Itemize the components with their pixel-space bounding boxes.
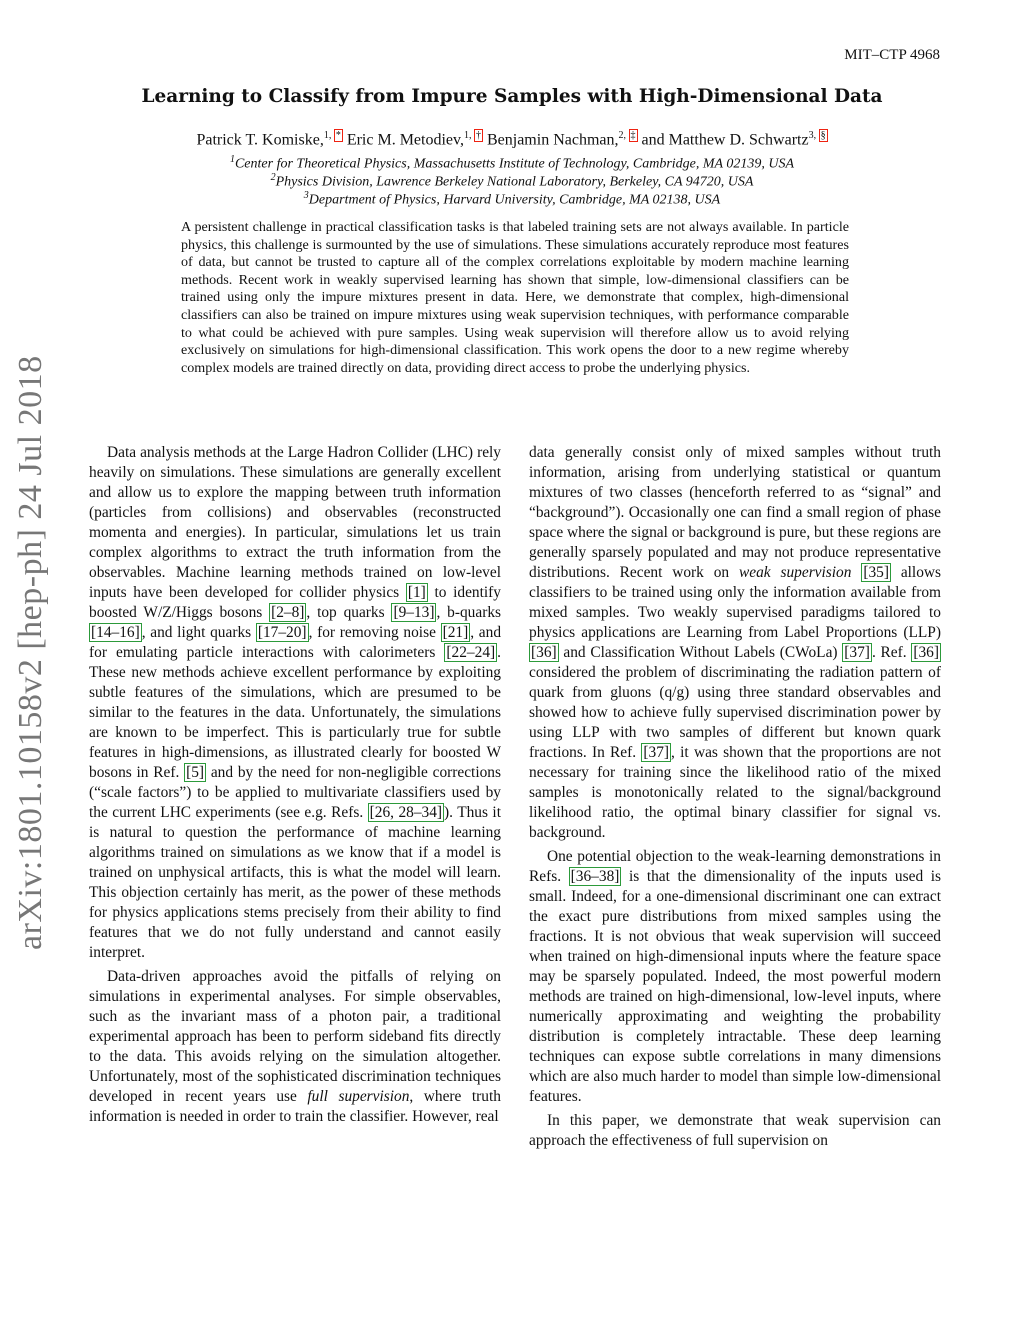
paragraph: [89, 967, 501, 1127]
arxiv-identifier: arXiv:1801.10158v2 [hep-ph] 24 Jul 2018: [12, 355, 49, 950]
affiliation-text: Physics Division, Lawrence Berkeley National Laboratory, Berkeley, CA 94720, USA: [275, 174, 754, 190]
citation-link[interactable]: [36]: [531, 644, 557, 661]
footnote-link[interactable]: §: [820, 130, 826, 141]
citation-link[interactable]: [1]: [407, 584, 426, 601]
paragraph: [89, 443, 501, 963]
citation-link[interactable]: [26, 28–34]: [369, 804, 443, 821]
affiliation-text: Center for Theoretical Physics, Massachusetts Institute of Technology, Cambridge, MA 02139, USA: [234, 156, 795, 172]
citation-link[interactable]: [21]: [442, 624, 469, 641]
citation-link[interactable]: [22–24]: [446, 644, 496, 661]
emphasis: full supervision: [307, 1088, 410, 1105]
author-list: [0, 130, 1024, 149]
author-affiliation-marker: 3,: [808, 130, 819, 141]
text-run: and by the need for non-negligible corrections (“scale factors”) to be applied to multivariate classifiers used by the current LHC experiments (see e.g. Refs.: [89, 764, 501, 821]
citation-link[interactable]: [35]: [863, 564, 889, 581]
author-name: and Matthew D. Schwartz: [641, 131, 809, 149]
author-affiliation-marker: 1,: [323, 130, 334, 141]
text-run: One potential objection to the weak-learning demonstrations in Refs.: [529, 848, 941, 885]
affiliation-number: 3: [303, 190, 309, 201]
text-run: considered the problem of discriminating the radiation pattern of quark from gluons (q/g) using three standard observables and showed how to achieve fully supervised discrimination power by using LLP with two samples of different but known quark fractions. In Ref.: [529, 664, 941, 761]
text-run: , and for emulating particle interactions with calorimeters: [89, 624, 502, 661]
emphasis: weak supervision: [739, 564, 852, 581]
affiliation-text: Department of Physics, Harvard University, Cambridge, MA 02138, USA: [308, 192, 721, 208]
text-run: , top quarks: [306, 604, 392, 621]
text-run: , where truth information is needed in order to train the classifier. However, real: [89, 1088, 501, 1125]
text-run: is that the dimensionality of the inputs used is small. Indeed, for a one-dimensional discriminant one can extract the exact pure distributions from mixed samples using the fractions. It is not obvious that weak supervision will succeed when trained on high-dimensional inputs where the feature space may be sparsely populated. Indeed, the most powerful modern methods are trained on high-dimensional, low-level inputs, where numerically approximating and weighting the probability distribution is completely intractable. These deep learning techniques can expose subtle correlations in many dimensions which are also much harder to model than simple low-dimensional features.: [529, 868, 941, 1105]
text-run: Data-driven approaches avoid the pitfalls of relying on simulations in experimental analyses. For simple observables, such as the invariant mass of a photon pair, a traditional experimental approach has been to perform sideband fits directly to the data. This avoids relying on the simulation altogether. Unfortunately, most of the sophisticated discrimination techniques developed in recent years use: [89, 968, 501, 1105]
citation-link[interactable]: [14–16]: [91, 624, 140, 641]
text-run: to identify boosted W/Z/Higgs bosons: [89, 584, 501, 621]
text-run: , and light quarks: [141, 624, 256, 641]
citation-link[interactable]: [5]: [186, 764, 205, 781]
author-name: Patrick T. Komiske,: [196, 131, 324, 149]
citation-link[interactable]: [37]: [643, 744, 670, 761]
affiliation-number: 2: [270, 172, 276, 183]
text-run: . These new methods achieve excellent performance by exploiting subtle features of the simulations, which are presumed to be similar to the features in the data. Unfortunately, the simulations are known to be imperfect. This is particularly true for subtle features in high-dimensions, as illustrated clearly for boosted W bosons in Ref.: [89, 644, 501, 781]
footnote-link[interactable]: ‡: [630, 130, 636, 141]
text-run: , b-quarks: [436, 604, 502, 621]
paragraph: [529, 847, 941, 1107]
text-run: Data analysis methods at the Large Hadron Collider (LHC) rely heavily on simulations. These simulations are generally excellent and allow us to explore the mapping between truth information (particles from collisions) and observables (reconstructed momenta and energies). In particular, simulations let us train complex algorithms to extract the truth information from the observables. Machine learning methods trained on low-level inputs have been developed for collider physics: [89, 444, 501, 601]
text-run: allows classifiers to be trained using only the information available from mixed samples. Two weakly supervised paradigms tailored to physics applications are Learning from Label Proportions (LLP): [529, 564, 942, 641]
left-column: [89, 443, 501, 1127]
affiliation-number: 1: [229, 154, 235, 165]
paragraph: In this paper, we demonstrate that weak supervision can approach the effectiveness of full supervision on: [529, 1112, 941, 1149]
paper-title: Learning to Classify from Impure Samples with High-Dimensional Data: [141, 86, 883, 107]
author-affiliation-marker: 1,: [463, 130, 474, 141]
paragraph: [529, 443, 941, 843]
citation-link[interactable]: [2–8]: [271, 604, 305, 621]
citation-link[interactable]: [37]: [844, 644, 870, 661]
citation-link[interactable]: [36–38]: [570, 868, 620, 885]
footnote-link[interactable]: †: [475, 130, 481, 141]
text-run: data generally consist only of mixed samples without truth information, arising from underlying statistical or quantum mixtures of two classes (henceforth referred to as “signal” and “background”). Occasionally one can find a small region of phase space where the signal or background is pure, but these regions are generally sparsely populated and may not produce representative distributions. Recent work on: [529, 444, 941, 581]
author-name: Benjamin Nachman,: [486, 131, 619, 149]
right-column: [529, 443, 941, 1151]
affiliation: [0, 154, 1024, 173]
affiliation: [0, 172, 1024, 191]
citation-link[interactable]: [9–13]: [393, 604, 435, 621]
text-run: , for removing noise: [308, 624, 441, 641]
report-number: MIT–CTP 4968: [844, 47, 940, 63]
text-run: ). Thus it is natural to question the performance of machine learning algorithms trained on simulations as we know that if a model is trained on unphysical artifacts, this is what the model will learn. This objection certainly has merit, as the power of these methods for physics applications stems precisely from their ability to find features that we do not fully understand and cannot easily interpret.: [89, 804, 501, 961]
citation-link[interactable]: [36]: [913, 644, 939, 661]
citation-link[interactable]: [17–20]: [257, 624, 307, 641]
footnote-link[interactable]: *: [335, 130, 341, 141]
author-affiliation-marker: 2,: [618, 130, 629, 141]
affiliation: [0, 190, 1024, 209]
author-name: Eric M. Metodiev,: [346, 131, 464, 149]
text-run: and Classification Without Labels (CWoLa): [558, 644, 843, 661]
text-run: . Ref.: [871, 644, 912, 661]
text-run: , it was shown that the proportions are not necessary for training since the likelihood ratio of the mixed samples is monotonically related to the signal/background likelihood ratio, the optimal binary classifier for signal vs. background.: [529, 744, 941, 841]
abstract: A persistent challenge in practical classification tasks is that labeled training sets are not always available. In particle physics, this challenge is surmounted by the use of simulations. These simulations accurately reproduce most features of data, but cannot be trusted to capture all of the complex correlations exploitable by modern machine learning methods. Recent work in weakly supervised learning has shown that simple, low-dimensional classifiers can be trained using only the impure mixtures present in data. Here, we demonstrate that complex, high-dimensional classifiers can also be trained on impure mixtures using weak supervision techniques, with performance comparable to what could be achieved with pure samples. Using weak supervision will therefore allow us to avoid relying exclusively on simulations for high-dimensional classification. This work opens the door to a new regime whereby complex models are trained directly on data, providing direct access to probe the underlying physics.: [181, 219, 849, 376]
